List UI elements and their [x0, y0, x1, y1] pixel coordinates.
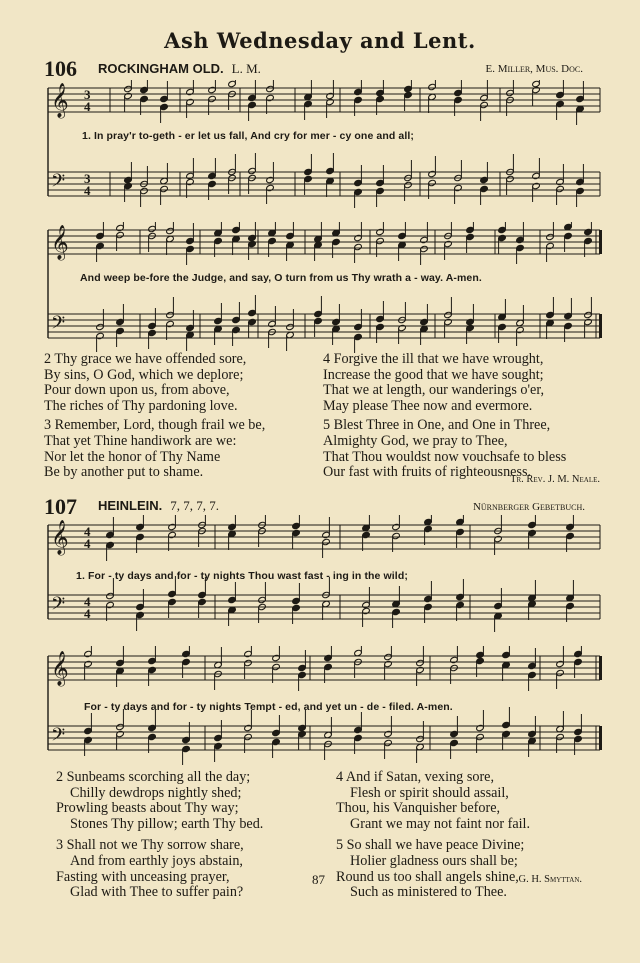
verse-line: That Thou wouldst now vouchsafe to bless [323, 448, 567, 465]
verses-left [44, 352, 265, 481]
verse-line: May please Thee now and evermore. [323, 397, 533, 414]
composer: Nürnberger Gebetbuch. [472, 501, 585, 513]
page-header: Ash Wednesday and Lent. [164, 28, 476, 53]
verse-line: That we at length, our wanderings o'er, [323, 382, 545, 399]
verse [336, 838, 530, 900]
verses-right [323, 352, 566, 481]
verse [336, 770, 530, 832]
verse-line: Be by another put to shame. [44, 464, 204, 481]
hymn-number: 107 [44, 494, 77, 519]
verse [323, 418, 566, 480]
verse-line: 5 So shall we have peace Divine; [336, 837, 525, 854]
lyric-line: 1. In pray'r to-geth - er let us fall, And cry for mer - cy one and all; [82, 130, 414, 142]
bass-staff [48, 314, 600, 338]
verse [44, 418, 265, 480]
verse-line: By sins, O God, which we deplore; [44, 366, 244, 383]
treble-clef: 𝄞 [51, 651, 69, 686]
treble-clef: 𝄞 [51, 225, 69, 260]
verse-line: That yet Thine handiwork are we: [44, 432, 237, 449]
time-signature: 4 [84, 183, 91, 198]
time-signature: 3 [84, 87, 91, 102]
time-signature: 4 [84, 99, 91, 114]
verse-line: Holier gladness ours shall be; [350, 852, 518, 869]
verse-line: Grant we may not faint nor fail. [350, 815, 531, 832]
tune-title [98, 498, 219, 514]
verse-line: Glad with Thee to suffer pain? [70, 884, 244, 901]
verse [56, 770, 263, 832]
verse-line: Thou, his Vanquisher before, [336, 800, 501, 817]
verse-line: Pour down upon us, from above, [44, 382, 230, 399]
verse-line: 4 And if Satan, vexing sore, [336, 769, 495, 785]
bass-clef: 𝄢 [51, 725, 66, 750]
verse-line: Round us too shall angels shine, [336, 868, 519, 885]
verse-line: Almighty God, we pray to Thee, [323, 432, 508, 449]
verse-line: Fasting with unceasing prayer, [56, 868, 230, 885]
verse-line: Increase the good that we have sought; [323, 366, 544, 383]
lyric-line: For - ty days and for - ty nights Tempt - ed, and yet un - de - filed. A-men. [84, 701, 453, 713]
verse-line: 5 Blest Three in One, and One in Three, [323, 417, 551, 434]
treble-staff [48, 88, 600, 112]
bass-staff [48, 726, 600, 750]
translator-credit: Tr. Rev. J. M. Neale. [510, 474, 600, 485]
treble-staff [48, 525, 600, 549]
verse-line: 3 Shall not we Thy sorrow share, [56, 837, 244, 854]
verse-line: The riches of Thy pardoning love. [44, 397, 238, 414]
verse-line: 2 Sunbeams scorching all the day; [56, 769, 251, 785]
verses-right [336, 770, 530, 901]
verse [44, 352, 265, 414]
lyric-line: 1. For - ty days and for - ty nights Thou wast fast - ing in the wild; [76, 570, 408, 582]
verse-line: And from earthly joys abstain, [70, 852, 243, 869]
composer: E. Miller, Mus. Doc. [485, 63, 583, 75]
tune-name: ROCKINGHAM OLD. [98, 61, 224, 76]
verse-line: Such as ministered to Thee. [350, 884, 507, 901]
time-signature: 4 [84, 606, 91, 621]
verse-line: 3 Remember, Lord, though frail we be, [44, 417, 266, 434]
final-barline [599, 314, 602, 338]
verse [56, 838, 263, 900]
final-barline [599, 230, 602, 254]
tune-name: HEINLEIN. [98, 498, 163, 513]
bass-clef: 𝄢 [51, 594, 66, 619]
tune-meter: L. M. [231, 61, 261, 76]
verses-left [56, 770, 263, 901]
hymn-number: 106 [44, 56, 77, 81]
lyric-line: And weep be-fore the Judge, and say, O turn from us Thy wrath a - way. A-men. [80, 272, 482, 284]
time-signature: 4 [84, 524, 91, 539]
final-barline [599, 726, 602, 750]
music-system-106-2 [40, 222, 610, 357]
verse-line: 4 Forgive the ill that we have wrought, [323, 351, 544, 367]
verse-line: Flesh or spirit should assail, [350, 784, 509, 801]
verse-line: Stones Thy pillow; earth Thy bed. [70, 815, 264, 832]
verse-line: 2 Thy grace we have offended sore, [44, 351, 247, 367]
bass-clef: 𝄢 [51, 313, 66, 338]
time-signature: 4 [84, 594, 91, 609]
time-signature: 4 [84, 536, 91, 551]
verse-line: Chilly dewdrops nightly shed; [70, 784, 242, 801]
music-system-106-1 [40, 80, 610, 220]
verse-line: Nor let the honor of Thy Name [44, 448, 221, 465]
treble-clef: 𝄞 [51, 520, 69, 555]
author-credit: G. H. Smyttan. [518, 874, 582, 885]
tune-title [98, 61, 261, 77]
tune-meter: 7, 7, 7, 7. [170, 498, 220, 513]
time-signature: 3 [84, 171, 91, 186]
page-number: 87 [312, 872, 325, 887]
verse-line: Our fast with fruits of righteousness. [323, 464, 532, 481]
verse-line: Prowling beasts about Thy way; [56, 800, 239, 817]
bass-clef: 𝄢 [51, 171, 66, 196]
final-barline [599, 656, 602, 680]
treble-clef: 𝄞 [51, 83, 69, 118]
verse [323, 352, 566, 414]
